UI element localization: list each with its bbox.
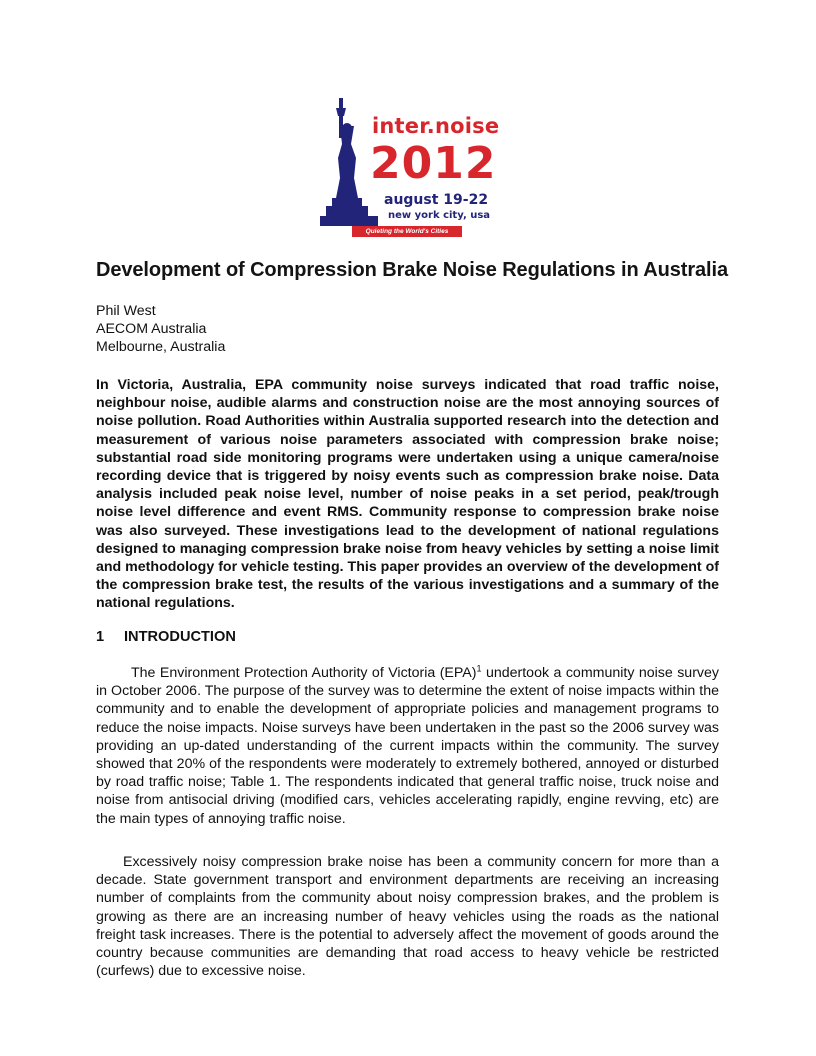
statue-of-liberty-icon [318, 98, 378, 228]
introduction-paragraph-2: Excessively noisy compression brake noise has been a community concern for more than a decade. State government transport and environment departments are receiving an increasing number of complaints from the community about noisy compression brakes, and the problem is growing as there are an increasing number of heavy vehicles using the roads as the national freight task increases. There is the potential to adversely affect the movement of goods around the country because communities are demanding that road access to heavy vehicle be restricted (curfews) due to excessive noise. [96, 854, 719, 980]
footnote-reference: 1 [476, 663, 482, 674]
section-number: 1 [96, 629, 105, 645]
logo-tagline: Quieting the World's Cities [352, 226, 462, 237]
section-heading [96, 629, 236, 645]
author-name: Phil West [96, 303, 156, 319]
logo-wordmark: inter.noise [372, 114, 500, 138]
section-title: INTRODUCTION [124, 629, 236, 645]
logo-year: 2012 [370, 138, 497, 189]
introduction-paragraph-1 [96, 664, 719, 828]
paper-title: Development of Compression Brake Noise Regulations in Australia [96, 259, 728, 281]
paragraph-text: undertook a community noise survey in October 2006. The purpose of the survey was to determine the extent of noise impacts within the community and to enable the development of appropriate policies and management programs to reduce the noise impacts. Noise surveys have been undertaken in the past so the 2006 survey was providing an up-dated understanding of the current impacts within the community. The survey showed that 20% of the respondents were moderately to extremely bothered, annoyed or disturbed by road traffic noise; Table 1. The respondents indicated that general traffic noise, truck noise and noise from antisocial driving (modified cars, vehicles accelerating rapidly, engine revving, etc) are the main types of annoying traffic noise. [96, 665, 720, 827]
author-organization: AECOM Australia [96, 321, 207, 337]
paragraph-text: The Environment Protection Authority of Victoria (EPA) [131, 665, 477, 681]
author-location: Melbourne, Australia [96, 339, 226, 355]
logo-city: new york city, usa [388, 210, 491, 221]
conference-logo [318, 98, 504, 240]
author-block [96, 302, 225, 356]
logo-dates: august 19-22 [384, 192, 489, 208]
abstract: In Victoria, Australia, EPA community noise surveys indicated that road traffic noise, neighbour noise, audible alarms and construction noise are the most annoying sources of noise pollution. Road Authorities within Australia supported research into the detection and measurement of various noise parameters associated with compression brake noise; substantial road side monitoring programs were undertaken using a unique camera/noise recording device that is triggered by noisy events such as compression brake noise. Data analysis included peak noise level, number of noise peaks in a set period, peak/trough noise level difference and event RMS. Community response to compression brake noise was also surveyed. These investigations lead to the development of national regulations designed to managing compression brake noise from heavy vehicles by setting a noise limit and methodology for vehicle testing. This paper provides an overview of the development of the compression brake test, the results of the various investigations and a summary of the national regulations. [96, 377, 719, 612]
